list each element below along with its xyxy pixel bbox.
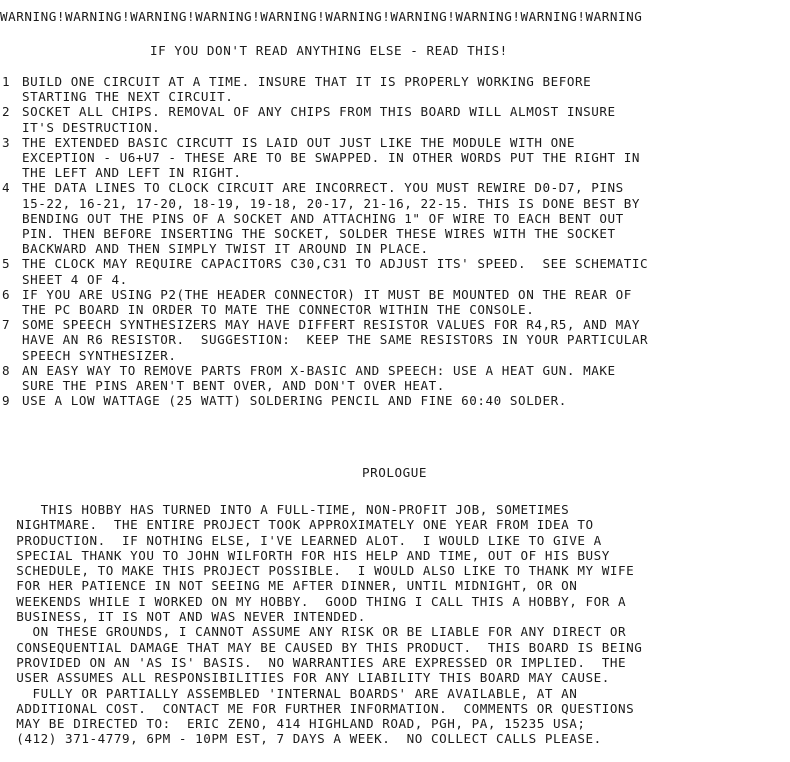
list-item — [2, 363, 790, 393]
item-number: 5 — [2, 256, 11, 272]
item-number: 8 — [2, 362, 11, 378]
item-text: THE EXTENDED BASIC CIRCUTT IS LAID OUT JUST LIKE THE MODULE WITH ONE EXCEPTION - U6+U7 - THESE ARE TO BE SWAPPED. IN OTHER WORDS PUT THE RIGHT IN THE LEFT AND LEFT IN RIGHT. — [22, 134, 641, 181]
item-text: BUILD ONE CIRCUIT AT A TIME. INSURE THAT IT IS PROPERLY WORKING BEFORE STARTING THE NEXT CIRCUIT. — [22, 74, 592, 105]
page-heading: IF YOU DON'T READ ANYTHING ELSE - READ THIS! — [150, 43, 508, 58]
item-text: SOCKET ALL CHIPS. REMOVAL OF ANY CHIPS FROM THIS BOARD WILL ALMOST INSURE IT'S DESTRUCTION. — [22, 104, 616, 135]
warning-banner: WARNING!WARNING!WARNING!WARNING!WARNING!WARNING!WARNING!WARNING!WARNING!WARNING — [0, 10, 643, 24]
item-text: SOME SPEECH SYNTHESIZERS MAY HAVE DIFFERT RESISTOR VALUES FOR R4,R5, AND MAY HAVE AN R6 RESISTOR. SUGGESTION: KEEP THE SAME RESISTORS IN YOUR PARTICULAR SPEECH SYNTHESIZER. — [22, 317, 649, 363]
prologue-paragraph: FULLY OR PARTIALLY ASSEMBLED 'INTERNAL BOARDS' ARE AVAILABLE, AT AN ADDITIONAL COST. CONTACT ME FOR FURTHER INFORMATION. COMMENTS OR QUESTIONS MAY BE DIRECTED TO: ERIC ZENO, 414 HIGHLAND ROAD, PGH, PA, 15235 USA; (412) 371-4779, 6PM - 10PM EST, 7 DAYS A WEEK. NO COLLECT CALLS PLEASE. — [16, 685, 635, 747]
item-number: 6 — [2, 286, 11, 302]
item-text: THE DATA LINES TO CLOCK CIRCUIT ARE INCORRECT. YOU MUST REWIRE D0-D7, PINS 15-22, 16-21, 17-20, 18-19, 19-18, 20-17, 21-16, 22-15. THIS IS DONE BEST BY BENDING OUT THE PINS OF A SOCKET AND ATTACHING 1" OF WIRE TO EACH BENT OUT PIN. THEN BEFORE INSERTING THE SOCKET, SOLDER THESE WIRES WITH THE SOCKET BACKWARD AND THEN SIMPLY TWIST IT AROUND IN PLACE. — [22, 180, 641, 257]
list-item — [2, 317, 790, 363]
item-number: 1 — [2, 74, 11, 89]
list-item — [2, 135, 790, 181]
item-text: AN EASY WAY TO REMOVE PARTS FROM X-BASIC AND SPEECH: USE A HEAT GUN. MAKE SURE THE PINS AREN'T BENT OVER, AND DON'T OVER HEAT. — [22, 362, 616, 394]
item-number: 2 — [2, 104, 11, 120]
item-number: 4 — [2, 180, 11, 196]
item-text: THE CLOCK MAY REQUIRE CAPACITORS C30,C31 TO ADJUST ITS' SPEED. SEE SCHEMATIC SHEET 4 OF 4. — [22, 256, 649, 287]
prologue-paragraph: THIS HOBBY HAS TURNED INTO A FULL-TIME, NON-PROFIT JOB, SOMETIMES NIGHTMARE. THE ENTIRE PROJECT TOOK APPROXIMATELY ONE YEAR FROM IDEA TO PRODUCTION. IF NOTHING ELSE, I'VE LEARNED ALOT. I WOULD LIKE TO GIVE A SPECIAL THANK YOU TO JOHN WILFORTH FOR HIS HELP AND TIME, OUT OF HIS BUSY SCHEDULE, TO MAKE THIS PROJECT POSSIBLE. I WOULD ALSO LIKE TO THANK MY WIFE FOR HER PATIENCE IN NOT SEEING ME AFTER DINNER, UNTIL MIDNIGHT, OR ON WEEKENDS WHILE I WORKED ON MY HOBBY. GOOD THING I CALL THIS A HOBBY, FOR A BUSINESS, IT IS NOT AND WAS NEVER INTENDED. — [16, 502, 635, 625]
item-number: 9 — [2, 393, 11, 409]
item-text: IF YOU ARE USING P2(THE HEADER CONNECTOR) IT MUST BE MOUNTED ON THE REAR OF THE PC BOARD IN ORDER TO MATE THE CONNECTOR WITHIN THE CONSOLE. — [22, 286, 632, 318]
prologue-title: PROLOGUE — [362, 465, 428, 480]
list-item — [2, 287, 790, 317]
prologue-body — [0, 502, 790, 747]
instruction-list — [2, 74, 790, 408]
list-item — [2, 180, 790, 256]
list-item — [2, 393, 790, 408]
prologue-paragraph: ON THESE GROUNDS, I CANNOT ASSUME ANY RISK OR BE LIABLE FOR ANY DIRECT OR CONSEQUENTIAL DAMAGE THAT MAY BE CAUSED BY THIS PRODUCT. THIS BOARD IS BEING PROVIDED ON AN 'AS IS' BASIS. NO WARRANTIES ARE EXPRESSED OR IMPLIED. THE USER ASSUMES ALL RESPONSIBILITIES FOR ANY LIABILITY THIS BOARD MAY CAUSE. — [16, 624, 643, 686]
list-item — [2, 104, 790, 134]
list-item — [2, 256, 790, 286]
list-item — [2, 74, 790, 104]
item-text: USE A LOW WATTAGE (25 WATT) SOLDERING PENCIL AND FINE 60:40 SOLDER. — [22, 393, 567, 409]
item-number: 3 — [2, 134, 11, 150]
item-number: 7 — [2, 317, 11, 333]
